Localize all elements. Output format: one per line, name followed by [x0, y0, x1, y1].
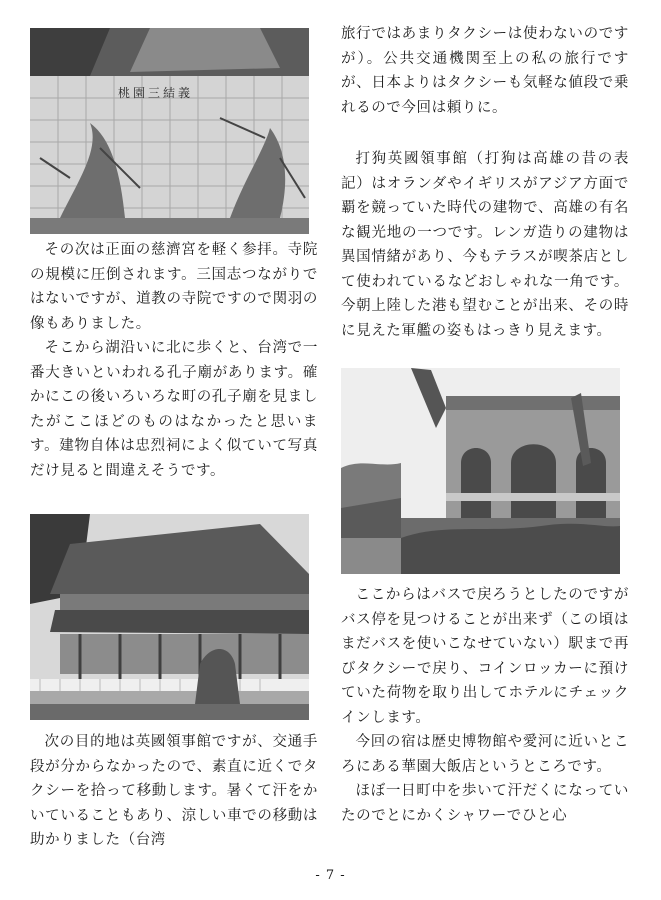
paragraph-confucius-temple: そこから湖沿いに北に歩くと、台湾で一番大きいといわれる孔子廟があります。確かにこの後いろいろな町の孔子廟を見ましたがここほどのものはなかったと思います。建物自体は忠烈祠によく似ていて写真だけ見ると間違えそうです。: [30, 340, 318, 479]
paragraph-bus: ここからはバスで戻ろうとしたのですがバス停を見つけることが出来ず（この頃はまだバスを使いこなせていない）駅まで再びタクシーで戻り、コインロッカーに預けていた荷物を取り出してホテルにチェックインします。: [341, 587, 629, 726]
paragraph-british-consulate: 打狗英國領事館（打狗は高雄の昔の表記）はオランダやイギリスがアジア方面で覇を競っていた時代の建物で、高雄の有名な観光地の一つです。レンガ造りの建物は異国情緒があり、今もテラスが喫茶店として使われているなどおしゃれな一角です。今朝上陸した港も望むことが出来、その時に見えた軍艦の姿もはっきり見えます。: [341, 151, 629, 339]
page-number: - 7 -: [315, 868, 346, 883]
british-consulate-photo: [341, 368, 620, 574]
confucius-temple-photo: [30, 514, 309, 720]
mural-photo: [30, 28, 309, 234]
right-text-block-3: [341, 583, 629, 828]
paragraph-consulate-transport: 次の目的地は英國領事館ですが、交通手段が分からなかったので、素直に近くでタクシーを拾って移動します。暑くて汗をかいていることもあり、涼しい車での移動は助かりました（台湾: [30, 734, 318, 848]
right-text-block-1: [341, 22, 629, 120]
paragraph-temple: その次は正面の慈濟宮を軽く参拝。寺院の規模に圧倒されます。三国志つながりではないですが、道教の寺院ですので関羽の像もありました。: [30, 242, 318, 332]
right-text-block-2: [341, 147, 629, 343]
paragraph-hotel: 今回の宿は歴史博物館や愛河に近いところにある華園大飯店というところです。: [341, 734, 629, 775]
paragraph-shower: ほぼ一日町中を歩いて汗だくになっていたのでとにかくシャワーでひと心: [341, 783, 629, 824]
paragraph-taxi: 旅行ではあまりタクシーは使わないのですが）。公共交通機関至上の私の旅行ですが、日本よりはタクシーも気軽な値段で乗れるので今回は頼りに。: [341, 26, 629, 116]
left-text-block-1: [30, 238, 318, 483]
mural-inscription: 桃園三結義: [118, 86, 194, 100]
left-text-block-2: [30, 730, 318, 853]
